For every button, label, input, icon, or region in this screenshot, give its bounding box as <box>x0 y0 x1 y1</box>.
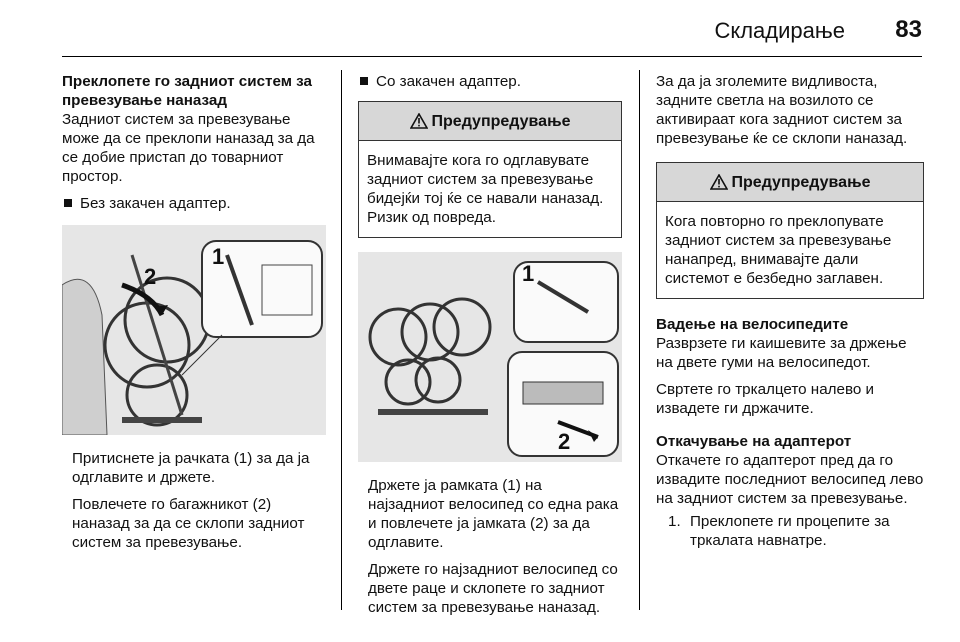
figure-callout: 1 <box>522 261 535 286</box>
warning-triangle-icon <box>410 113 428 129</box>
warning-header <box>359 102 621 141</box>
list-number: 1. <box>668 513 681 530</box>
illustration-bike-rack-fold <box>62 225 326 435</box>
figure-callout: 2 <box>144 264 157 289</box>
bullet-text: Со закачен адаптер. <box>376 73 521 90</box>
bike-rack-drawing <box>62 225 326 435</box>
intro-paragraph: Задниот систем за превезување може да се преклопи наназад за да се добие пристап до товарниот простор. <box>62 111 315 185</box>
column-divider <box>341 70 342 610</box>
body-paragraph: Разврзете ги каишевите за држење на двете гуми на велосипедот. <box>656 335 907 371</box>
warning-header <box>657 163 923 202</box>
column-left <box>62 72 326 552</box>
figure-callout: 2 <box>558 429 571 454</box>
warning-title: Предупредување <box>431 112 571 130</box>
step-paragraph: Држете ја рамката (1) на најзадниот велосипед со една рака и повлечете ја јамката (2) за да одглавите. <box>368 477 619 551</box>
column-divider <box>639 70 640 610</box>
list-text: Преклопете ги процепите за тркалата навнатре. <box>690 513 890 549</box>
step-paragraph: Повлечете го багажникот (2) наназад за да се склопи задниот систем за превезување. <box>72 496 305 551</box>
bullet-square-icon <box>360 77 368 85</box>
list-item <box>656 512 924 550</box>
page-number: 83 <box>895 16 922 43</box>
body-paragraph: Свртете го тркалцето налево и извадете ги држачите. <box>656 381 874 417</box>
bullet-text: Без закачен адаптер. <box>80 195 231 212</box>
illustration-bike-rack-with-adapter <box>358 252 622 462</box>
warning-text: Внимавајте кога го одглавувате задниот систем за превезување бидејќи тој ќе се навали наназад. Ризик од повреда. <box>367 152 604 226</box>
figure-callout: 1 <box>212 244 225 269</box>
section-heading: Откачување на адаптерот <box>656 433 852 450</box>
body-paragraph: Откачете го адаптерот пред да го извадите последниот велосипед лево на задниот систем за превезување. <box>656 452 924 507</box>
column-middle <box>358 72 622 617</box>
column-right <box>656 72 924 550</box>
step-paragraph: Држете го најзадниот велосипед со двете раце и склопете го задниот систем за превезување наназад. <box>368 561 618 616</box>
bike-rack-drawing <box>358 252 622 462</box>
step-paragraph: Притиснете ја рачката (1) за да ја одглавите и држете. <box>72 450 310 486</box>
bullet-item <box>62 194 326 213</box>
bullet-item <box>358 72 622 91</box>
section-heading: Вадење на велосипедите <box>656 316 849 333</box>
header-divider <box>62 56 922 57</box>
section-heading: Преклопете го задниот систем за превезување наназад <box>62 73 312 109</box>
warning-box <box>358 101 622 238</box>
warning-box <box>656 162 924 299</box>
intro-paragraph: За да ја зголемите видливоста, задните светла на возилото се активираат кога задниот систем за превезување ќе се склопи наназад. <box>656 73 908 147</box>
section-title: Складирање <box>714 18 845 43</box>
warning-triangle-icon <box>710 174 728 190</box>
page-header <box>0 0 960 60</box>
warning-title: Предупредување <box>731 173 871 191</box>
warning-text: Кога повторно го преклопувате задниот систем за превезување нанапред, внимавајте дали системот е безбедно заглавен. <box>665 213 892 287</box>
bullet-square-icon <box>64 199 72 207</box>
